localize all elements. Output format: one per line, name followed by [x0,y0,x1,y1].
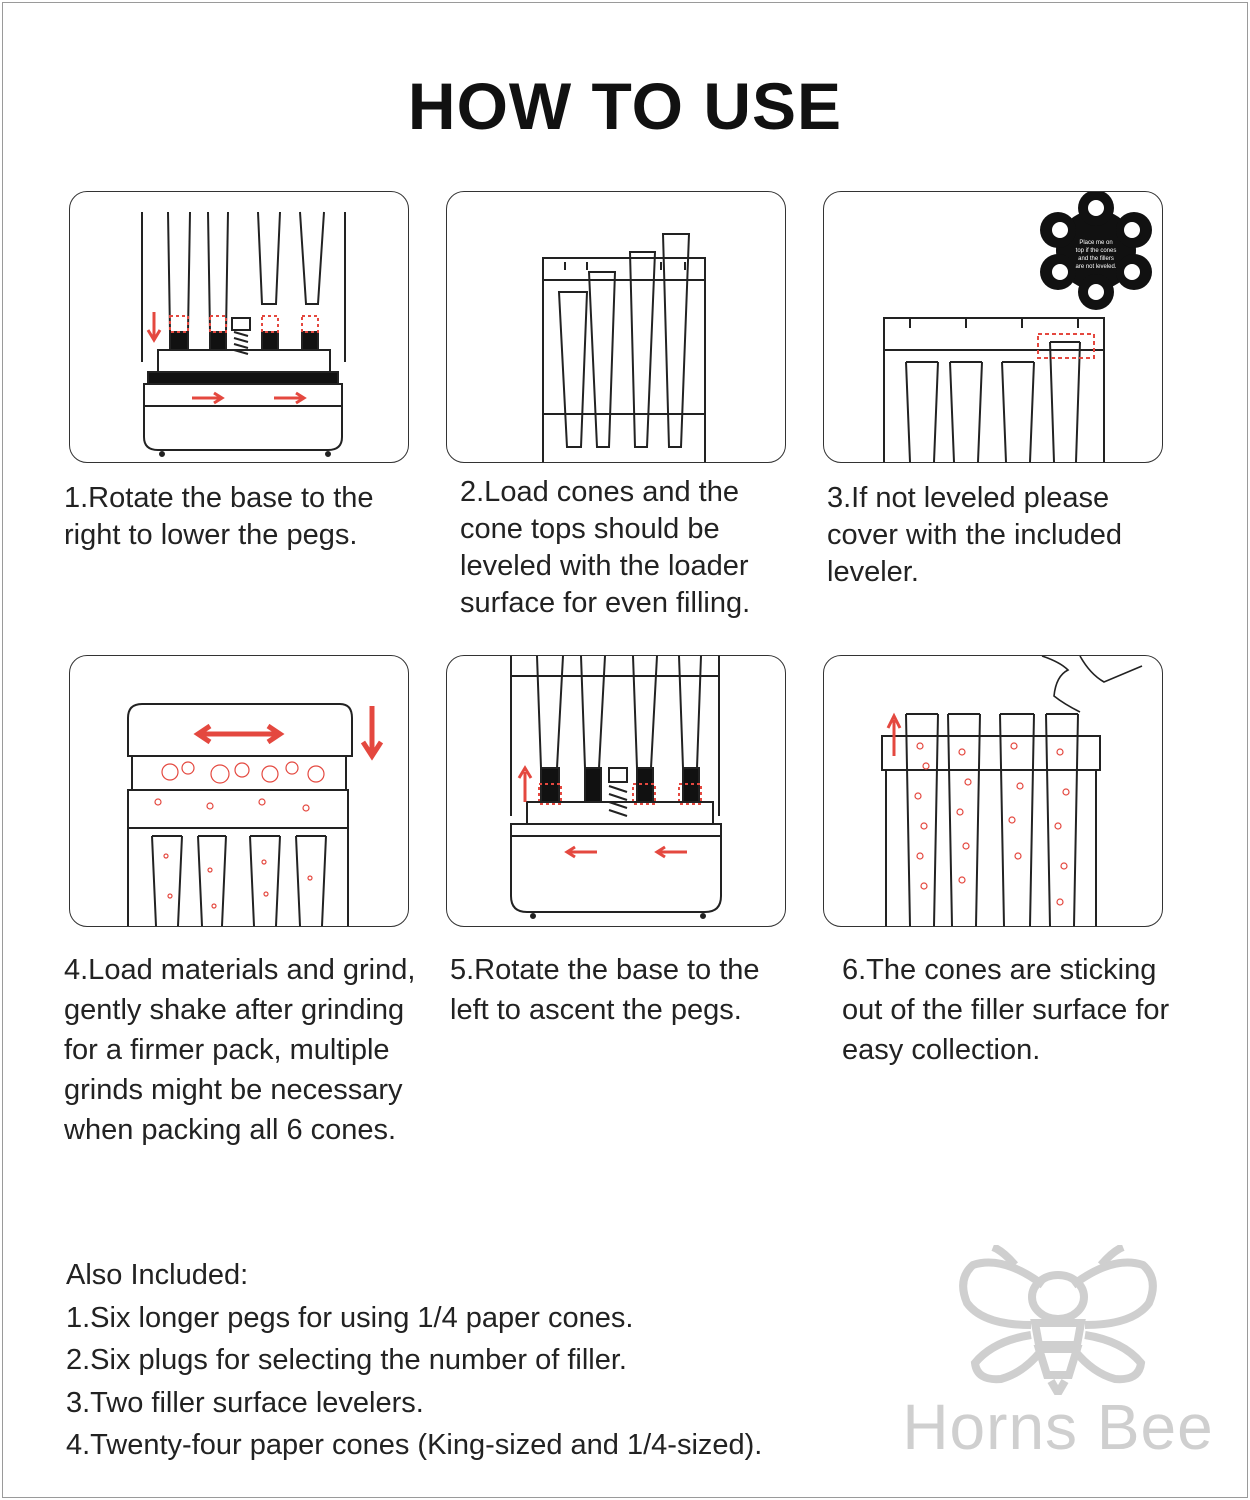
step-4-caption: 4.Load materials and grind, gently shake after grinding for a firmer pack, multiple grinds might be necessary when packing all 6 cones. [64,954,416,1146]
step-1-illustration [69,191,409,463]
leveler-icon [1040,192,1152,310]
svg-text:top if the cones: top if the cones [1075,248,1117,254]
svg-text:and the fillers: and the fillers [1078,256,1114,262]
step-2-illustration [446,191,786,463]
brand-logo [893,1245,1223,1463]
page-title: HOW TO USE [407,69,843,143]
step-4-illustration [69,655,409,927]
also-included-item: 1.Six longer pegs for using 1/4 paper cones. [66,1301,634,1334]
step-3-illustration [823,191,1163,463]
also-included-item: 2.Six plugs for selecting the number of filler. [66,1344,627,1376]
brand-name: Horns Bee [902,1391,1214,1463]
step-2-caption: 2.Load cones and the cone tops should be leveled with the loader surface for even filling. [460,476,751,619]
step-6-caption: 6.The cones are sticking out of the filler surface for easy collection. [842,954,1170,1066]
also-included-item: 3.Two filler surface levelers. [66,1386,424,1419]
step-5-illustration [446,655,786,927]
also-included-item: 4.Twenty-four paper cones (King-sized and 1/4-sized). [66,1429,763,1461]
step-6-illustration [823,655,1163,927]
step-5-caption: 5.Rotate the base to the left to ascent the pegs. [450,954,760,1026]
svg-text:are not leveled.: are not leveled. [1075,264,1117,270]
bee-logo-icon [893,1245,1223,1395]
step-3-caption: 3.If not leveled please cover with the included leveler. [827,482,1122,588]
step-1-caption: 1.Rotate the base to the right to lower the pegs. [64,482,374,551]
svg-text:Place me on: Place me on [1079,240,1113,246]
also-included-heading: Also Included: [66,1259,249,1291]
also-included-section [66,1254,762,1467]
